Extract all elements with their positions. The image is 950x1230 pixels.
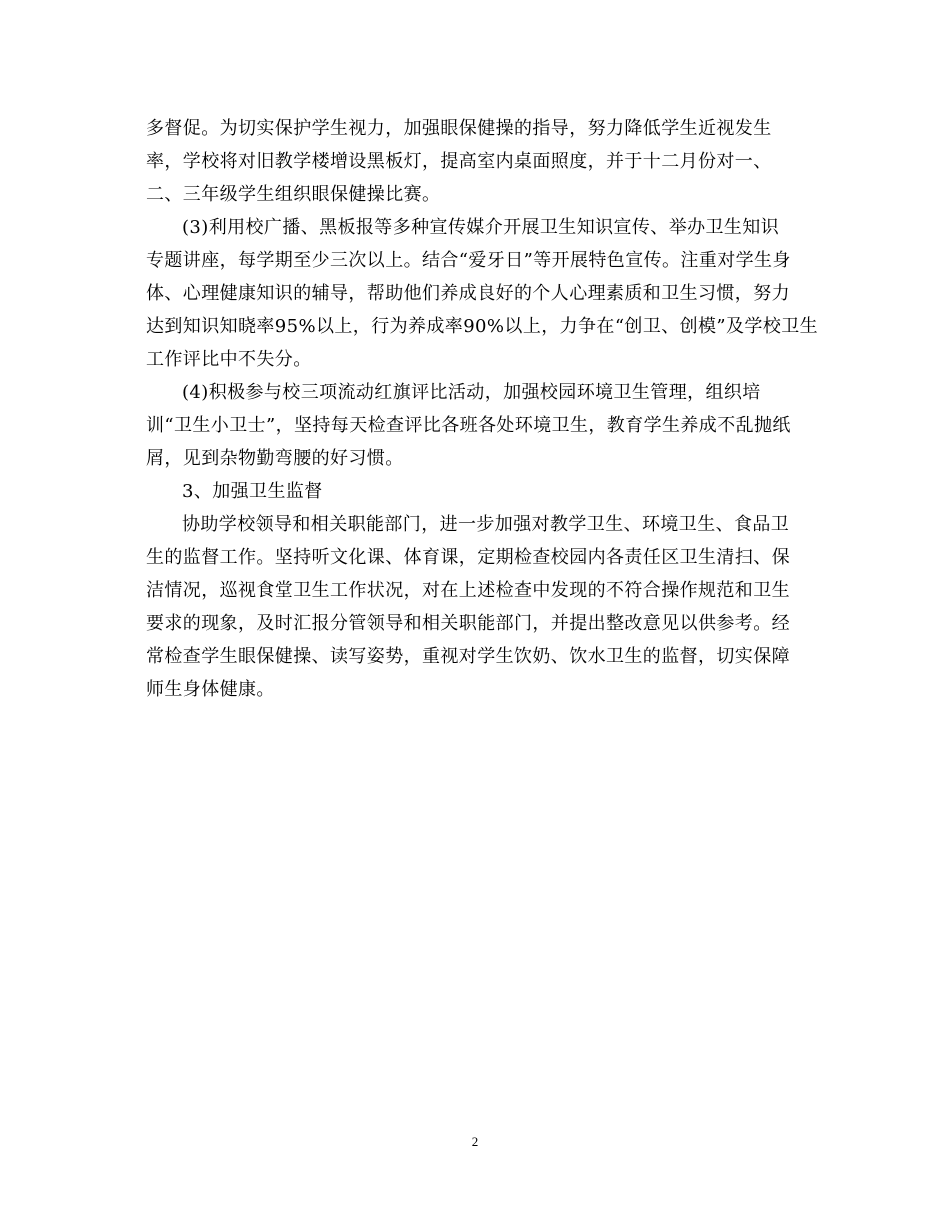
text-line: 洁情况，巡视食堂卫生工作状况，对在上述检查中发现的不符合操作规范和卫生	[146, 580, 790, 601]
text-line: 达到知识知晓率95%以上，行为养成率90%以上，力争在“创卫、创模”及学校卫生	[146, 316, 819, 337]
text-line: 生的监督工作。坚持听文化课、体育课，定期检查校园内各责任区卫生清扫、保	[146, 547, 790, 568]
text-line: 二、三年级学生组织眼保健操比赛。	[146, 184, 441, 205]
document-body	[146, 112, 818, 706]
text-line: 要求的现象，及时汇报分管领导和相关职能部门，并提出整改意见以供参考。经	[146, 613, 790, 634]
page-number: 2	[471, 1134, 479, 1149]
text-line: 多督促。为切实保护学生视力，加强眼保健操的指导，努力降低学生近视发生	[146, 118, 772, 139]
text-line: 屑，见到杂物勤弯腰的好习惯。	[146, 448, 404, 469]
text-line: 常检查学生眼保健操、读写姿势，重视对学生饮奶、饮水卫生的监督，切实保障	[146, 646, 790, 667]
text-line-indented: (4)积极参与校三项流动红旗评比活动，加强校园环境卫生管理，组织培	[182, 382, 761, 403]
text-line: 体、心理健康知识的辅导，帮助他们养成良好的个人心理素质和卫生习惯，努力	[146, 283, 790, 304]
text-line: 训“卫生小卫士”，坚持每天检查评比各班各处环境卫生，教育学生养成不乱抛纸	[146, 415, 791, 436]
section-heading: 3、加强卫生监督	[182, 481, 323, 502]
text-line-indented: 协助学校领导和相关职能部门，进一步加强对教学卫生、环境卫生、食品卫	[182, 514, 790, 535]
text-line-indented: (3)利用校广播、黑板报等多种宣传媒介开展卫生知识宣传、举办卫生知识	[182, 217, 780, 238]
text-line: 师生身体健康。	[146, 679, 275, 700]
text-line: 工作评比中不失分。	[146, 349, 312, 370]
text-line: 专题讲座，每学期至少三次以上。结合“爱牙日”等开展特色宣传。注重对学生身	[146, 250, 791, 271]
text-line: 率，学校将对旧教学楼增设黑板灯，提高室内桌面照度，并于十二月份对一、	[146, 151, 772, 172]
